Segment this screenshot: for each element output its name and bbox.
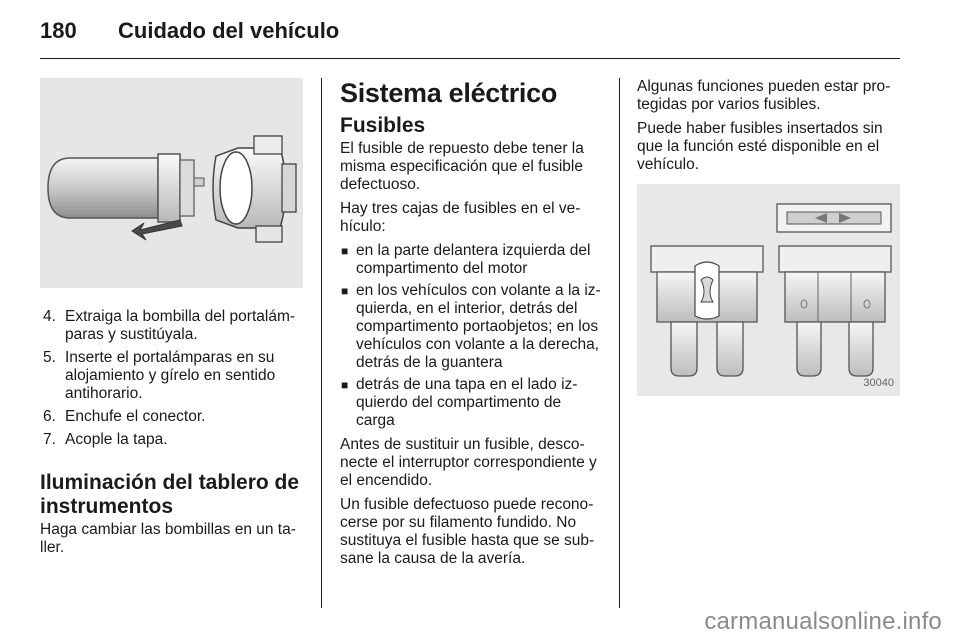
fusebox-list — [340, 242, 604, 430]
step-item — [40, 349, 303, 403]
paragraph: Algunas funciones pueden estar protegidas por varios fusibles. — [637, 78, 891, 113]
middle-column — [340, 78, 604, 574]
fuse-illustration — [637, 184, 900, 396]
paragraph: Hay tres cajas de fusibles en el vehículo: — [340, 200, 581, 235]
step-item — [40, 431, 303, 449]
section-title: Sistema eléctrico — [340, 78, 558, 108]
left-column — [40, 78, 303, 563]
step-text: Enchufe el conector. — [65, 408, 206, 425]
step-number: 5. — [43, 349, 56, 366]
illumination-heading: Iluminación del tablero de instrumentos — [40, 471, 300, 518]
watermark: carmanualsonline.info — [704, 608, 942, 635]
page-header — [40, 14, 900, 48]
paragraph: Un fusible defectuoso puede reconocerse por su filamento fundido. No sustituya el fusible hasta que se subsane la causa de la avería. — [340, 496, 595, 567]
illumination-paragraph: Haga cambiar las bombillas en un taller. — [40, 521, 296, 556]
header-divider — [40, 58, 900, 59]
bulb-illustration — [40, 78, 303, 288]
list-item: ■ en los vehículos con volante a la izquierda, en el interior, detrás del compartimento portaobjetos; en los vehículos con volante a la derecha, detrás de la guantera — [340, 282, 604, 372]
step-number: 4. — [43, 308, 56, 325]
step-number: 6. — [43, 408, 56, 425]
step-item — [40, 308, 303, 344]
bulb-holder-icon — [40, 78, 303, 288]
column-divider-1 — [321, 78, 322, 608]
right-column — [637, 78, 900, 396]
list-item: ■ detrás de una tapa en el lado izquierdo del compartimento de carga — [340, 376, 604, 430]
instruction-steps — [40, 308, 303, 449]
page-number: 180 — [40, 18, 77, 43]
fuse-icon — [637, 184, 900, 396]
step-number: 7. — [43, 431, 56, 448]
fuses-heading: Fusibles — [340, 114, 426, 137]
step-text: Inserte el portalámparas en su alojamiento y gírelo en sentido antihorario. — [65, 349, 276, 402]
paragraph: El fusible de repuesto debe tener la misma especificación que el fusible defectuoso. — [340, 140, 584, 193]
paragraph: Puede haber fusibles insertados sin que la función esté disponible en el vehículo. — [637, 120, 883, 173]
list-item: ■ en la parte delantera izquierda del compartimento del motor — [340, 242, 604, 278]
page-title: Cuidado del vehículo — [118, 18, 340, 43]
figure-code: 30040 — [863, 377, 894, 389]
column-divider-2 — [619, 78, 620, 608]
step-text: Extraiga la bombilla del portalámparas y sustitúyala. — [65, 308, 296, 343]
paragraph: Antes de sustituir un fusible, desconecte el interruptor correspondiente y el encendido. — [340, 436, 597, 489]
step-item — [40, 408, 303, 426]
step-text: Acople la tapa. — [65, 431, 168, 448]
